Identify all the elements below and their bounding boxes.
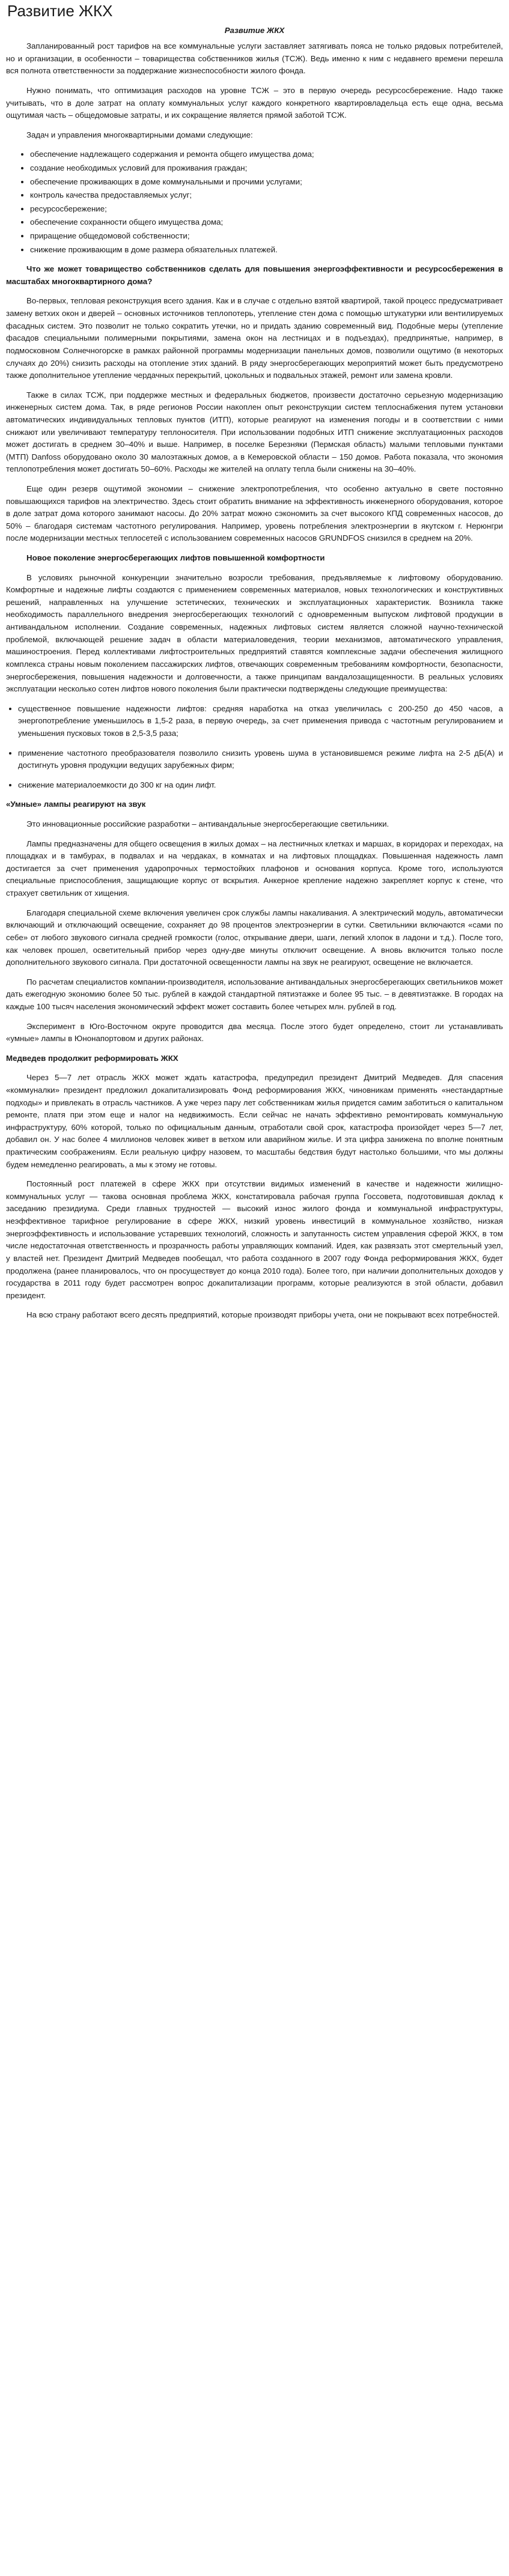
list-item: • применение частотного преобразователя позволило снизить уровень шума в установившемся режиме лифта на 2-5 дБ(А) и достигнуть уровня продукции ведущих зарубежных фирм; xyxy=(18,747,503,772)
list-item: • снижение проживающим в доме размера обязательных платежей. xyxy=(30,244,503,257)
list-item: • существенное повышение надежности лифтов: средняя наработка на отказ увеличилась с 200-250 до 450 часов, а энергопотребление уменьшилось в 1,5-2 раза, в первую очередь, за счет применения привода с частотным регулированием и уменьшения пусковых токов в 2,5-3,5 раза; xyxy=(18,703,503,740)
list-item: • обеспечение надлежащего содержания и ремонта общего имущества дома; xyxy=(30,148,503,161)
paragraph: Еще один резерв ощутимой экономии – снижение электропотребления, что особенно актуально в свете постоянно повышающихся тарифов на электричество. Здесь стоит обратить внимание на эффективность инженерного оборудования, которое в доле затрат дома которого занимают насосы. До 20% затрат можно сэкономить за счет высокого КПД современных насосов, до 50% – благодаря системам частотного регулирования. Например, уровень потребления электроэнергии в якутском г. Нерюнгри после модернизации местных теплосетей с использованием современных насосов GRUNDFOS снизился в среднем на 20%. xyxy=(6,484,503,543)
paragraph: Благодаря специальной схеме включения увеличен срок службы лампы накаливания. А электрический модуль, автоматически включающий и отключающий освещение, сохраняет до 98 процентов электроэнергии в сутки. Светильники включаются «сами по себе» от любого звукового сигнала средней громкости (голос, открывание двери, шаги, легкий хлопок в ладони и т.д.). После того, как человек прошел, осветительный прибор через одну-две минуты отключит освещение. А вновь включится только после дополнительного звукового сигнала. При достаточной освещенности лампы на звук не реагируют, освещение не включается. xyxy=(6,908,503,967)
page-title: Развитие ЖКХ xyxy=(7,2,113,20)
list-item: • обеспечение проживающих в доме коммунальными и прочими услугами; xyxy=(30,176,503,189)
paragraph: Лампы предназначены для общего освещения в жилых домах – на лестничных клетках и маршах, в коридорах и переходах, на площадках и в тамбурах, в подвалах и на чердаках, в комнатах и на лифтовых площадках. Повышенная надежность ламп достигается за счет применения ударопрочных термостойких плафонов и основания корпуса. Кроме того, используются специальные приспособления, защищающие корпус от вскрытия. Анкерное крепление надежно закрепляет корпус к стене, что страхует светильник от хищения. xyxy=(6,839,503,898)
paragraph: Задач и управления многоквартирными домами следующие: xyxy=(26,130,253,139)
paragraph: Также в силах ТСЖ, при поддержке местных и федеральных бюджетов, произвести достаточно серьезную модернизацию инженерных систем дома. Так, в ряде регионов России накоплен опыт реконструкции систем теплоснабжения путем установки автоматических индивидуальных тепловых пунктов (ИТП), которые реагируют на изменения погоды и в соответствии с ними снижают или увеличивают температуру теплоносителя. При использовании подобных ИТП снижение эксплуатационных расходов может достигать в среднем 30–40% и выше. Например, в поселке Березняки (Пермская область) малыми тепловыми пунктами (МТП) Danfoss оборудовано около 30 малоэтажных домов, а в Кемеровской области – 150 домов. Работа показала, что экономия теплопотребления может достигать 50–60%. Расходы же жителей на оплату тепла были снижены на 30–40%. xyxy=(6,390,503,474)
list-item: • ресурсосбережение; xyxy=(30,203,503,216)
advantage-list xyxy=(6,779,503,792)
paragraph: Во-первых, тепловая реконструкция всего здания. Как и в случае с отдельно взятой квартирой, такой процесс предусматривает замену ветхих окон и дверей – основных источников теплопотерь, утепление стен дома с помощью штукатурки или вентилируемых фасадных систем. Это позволит не только сократить утечки, но и придать зданию современный вид. Подобные меры (утепление фасадов специальными полимерными покрытиями, замена окон на лестницах и в подъездах), предпринятые, например, в подмосковном Солнечногорске в рамках районной программы модернизации панельных домов, позволили ощутимо (в некоторых случаях до 20%) снизить расходы на отопление этих зданий. В ряду энергосберегающих мероприятий может быть предусмотрено также дополнительное утепление чердачных перекрытий, цокольных и подвальных этажей, ремонт или замена кровли. xyxy=(6,296,503,380)
paragraph: Нужно понимать, что оптимизация расходов на уровне ТСЖ – это в первую очередь ресурсосбережение. Надо также учитывать, что в доле затрат на оплату коммунальных услуг каждого конкретного квартировладельца есть еще одна, весьма ощутимая часть – общедомовые затраты, и их сокращение является прямой заботой ТСЖ. xyxy=(6,85,503,120)
paragraph: В условиях рыночной конкуренции значительно возросли требования, предъявляемые к лифтовому оборудованию. Комфортные и надежные лифты создаются с применением современных материалов, новых технологических и конструктивных решений, направленных на улучшение эстетических, технических и эксплуатационных характеристик. Возникла также необходимость параллельного внедрения энергосберегающих технологий с одновременным выпуском лифтовой продукции в антивандальном исполнении. Создание современных, надежных лифтовых систем является сложной научно-технической проблемой, включающей решение задач в области материаловедения, теории механизмов, автоматического управления, машиностроения. Перед коллективами лифтостроительных предприятий ставятся комплексные задачи обеспечения жилищного комплекса страны новым поколением пассажирских лифтов, отвечающих современным требованиям комфортности, безопасности, энергосбережения, повышения надежности и долговечности, а также принципам вандалозащищенности. В реальных условиях эксплуатации несколько сотен лифтов нового поколения были практически подтверждены следующие преимущества: xyxy=(6,573,503,694)
section-heading: Новое поколение энергосберегающих лифтов повышенной комфортности xyxy=(26,553,325,563)
list-item: • контроль качества предоставляемых услуг; xyxy=(30,189,503,202)
paragraph: Это инновационные российские разработки – антивандальные энергосберегающие светильники. xyxy=(26,819,389,829)
section-heading: «Умные» лампы реагируют на звук xyxy=(6,800,146,809)
list-item: • приращение общедомовой собственности; xyxy=(30,230,503,243)
section-heading: Медведев продолжит реформировать ЖКХ xyxy=(6,1053,178,1063)
article-body xyxy=(6,40,503,1322)
paragraph: Эксперимент в Юго-Восточном округе проводится два месяца. После этого будет определено, стоит ли устанавливать «умные» лампы в Юнонапортовом и других районах. xyxy=(6,1021,503,1043)
advantage-list xyxy=(6,703,503,740)
article-title: Развитие ЖКХ xyxy=(224,25,285,35)
task-list xyxy=(6,148,503,256)
paragraph: Через 5—7 лет отрасль ЖКХ может ждать катастрофа, предупредил президент Дмитрий Медведев. Для спасения «коммуналки» президент предложил докапитализировать Фонд реформирования ЖКХ, чиновникам применять «нестандартные подходы» и привлекать в отрасль частников. А уже через пару лет собственникам жилья придется самим заботиться о капитальном ремонте, платя при этом еще и налог на недвижимость. Если сейчас не начать эффективно ремонтировать коммунальную инфраструктуру, 60% которой, только по официальным данным, отработали свой срок, катастрофа произойдет через 5—7 лет, добавил он. У нас более 4 миллионов человек живет в ветхом или аварийном жилье. И эта цифра занижена по вполне понятным практическим соображениям. Если реальную цифру назовем, то масштабы бедствия будут настолько большими, что мы должны будем немедленно реагировать, а мы к этому не готовы. xyxy=(6,1073,503,1169)
section-heading: Что же может товарищество собственников сделать для повышения энергоэффективности и ресурсосбережения в масштабах многоквартирного дома? xyxy=(6,264,503,286)
article-page xyxy=(0,1,509,1341)
list-item: • обеспечение сохранности общего имущества дома; xyxy=(30,216,503,229)
list-item: • снижение материалоемкости до 300 кг на один лифт. xyxy=(18,779,503,792)
paragraph: На всю страну работают всего десять предприятий, которые производят приборы учета, они не покрывают всех потребностей. xyxy=(26,1310,500,1320)
advantage-list xyxy=(6,747,503,772)
paragraph: Постоянный рост платежей в сфере ЖКХ при отсутствии видимых изменений в качестве и надежности жилищно-коммунальных услуг — такова основная проблема ЖКХ, констатировала рабочая группа Госсовета, подготовившая доклад к заседанию президиума. Среди главных трудностей — высокий износ жилого фонда и коммунальной инфраструктуры, неэффективное тарифное регулирование в сфере ЖКХ, низкий уровень инвестиций в коммунальное хозяйство, низкая энергоэффективность и использование устаревших технологий, сложность и запутанность систем управления сферой ЖКХ, в том числе недостаточная ответственность и прозрачность работы управляющих компаний. Идея, как развязать этот смертельный узел, у властей нет. Президент Дмитрий Медведев пообещал, что работа созданного в 2007 году Фонда реформирования ЖКХ, будет продолжена (ранее планировалось, что он просуществует до конца 2010 года). Более того, при наличии дополнительных доходов у государства в 2011 году будет рассмотрен вопрос докапитализации программ, которые реализуются в этой области, добавил президент. xyxy=(6,1179,503,1300)
list-item: • создание необходимых условий для проживания граждан; xyxy=(30,162,503,175)
paragraph: По расчетам специалистов компании-производителя, использование антивандальных энергосберегающих светильников может дать ежегодную экономию более 50 тыс. рублей в каждой стандартной пятиэтажке и более 95 тыс. – в девятиэтажке. В городах на каждые 100 тысяч населения экономический эффект может составить более четырех млн. рублей в год. xyxy=(6,977,503,1011)
paragraph: Запланированный рост тарифов на все коммунальные услуги заставляет затягивать пояса не только рядовых потребителей, но и организации, в особенности – товарищества собственников жилья (ТСЖ). Ведь именно к ним с недавнего времени перешла вся полнота ответственности за поддержание жизнеспособности жилого фонда. xyxy=(6,41,503,76)
